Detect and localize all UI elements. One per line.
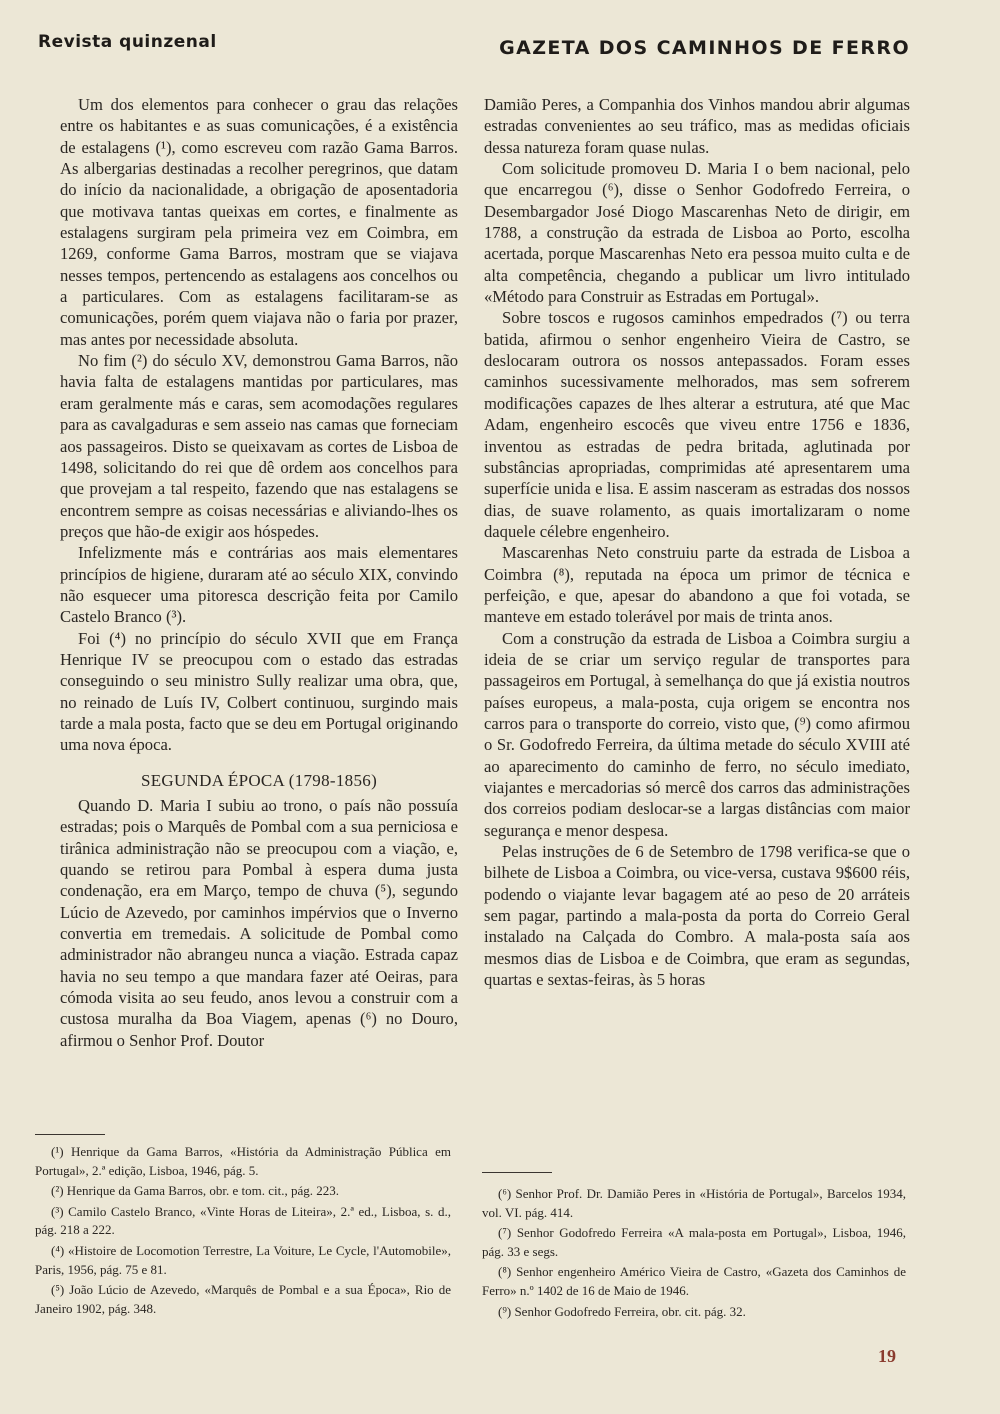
left-column — [60, 94, 458, 1051]
footnote: (⁶) Senhor Prof. Dr. Damião Peres in «História de Portugal», Barcelos 1934, vol. VI. pág. 414. — [482, 1186, 906, 1220]
section-heading: SEGUNDA ÉPOCA (1798-1856) — [140, 770, 378, 790]
paragraph: Damião Peres, a Companhia dos Vinhos mandou abrir algumas estradas convenientes ao seu tráfico, mas as medidas oficiais dessa natureza foram quase nulas. — [484, 95, 910, 157]
footnote: (²) Henrique da Gama Barros, obr. e tom. cit., pág. 223. — [51, 1183, 340, 1199]
paragraph: Infelizmente más e contrárias aos mais elementares princípios de higiene, duraram até ao século XIX, convindo não esquecer uma pitoresca descrição feita por Camilo Castelo Branco (³). — [60, 543, 458, 627]
footnote-divider — [35, 1134, 105, 1135]
paragraph: Pelas instruções de 6 de Setembro de 1798 verifica-se que o bilhete de Lisboa a Coimbra, ou vice-versa, custava 9$600 réis, podendo o viajante levar bagagem até ao peso de 20 arráteis sem pagar, partindo a mala-posta da porta do Correio Geral instalado na Calçada do Combro. A mala-posta saía aos mesmos dias de Lisboa e de Coimbra, que eram as segundas, quartas e sextas-feiras, às 5 horas — [484, 842, 910, 990]
footnote-divider — [482, 1172, 552, 1173]
paragraph: Mascarenhas Neto construiu parte da estrada de Lisboa a Coimbra (⁸), reputada na época um primor de técnica e perfeição, e que, apesar do abandono a que foi votada, se manteve em estado tolerável por mais de trinta anos. — [484, 543, 910, 627]
footnote: (⁴) «Histoire de Locomotion Terrestre, La Voiture, Le Cycle, l'Automobile», Paris, 1956, pág. 75 e 81. — [35, 1242, 451, 1277]
footnote: (⁵) João Lúcio de Azevedo, «Marquês de Pombal e a sua Época», Rio de Janeiro 1902, pág. 348. — [35, 1282, 451, 1316]
paragraph: Um dos elementos para conhecer o grau das relações entre os habitantes e as suas comunicações, é a existência de estalagens (¹), como escreveu com razão Gama Barros. As albergarias destinadas a recolher peregrinos, que datam do início da nacionalidade, a obrigação de aposentadoria que motivava tantas queixas em cortes, e finalmente as estalagens surgiram pela primeira vez em Coimbra, em 1269, conforme Gama Barros, mostram que se viajava nesses tempos, pertencendo as estalagens aos concelhos ou a particulares. Com as estalagens facilitaram-se as comunicações, porém quem viajava não o faria por prazer, mas antes por necessidade absoluta. — [60, 95, 458, 349]
footnotes-right — [482, 1185, 906, 1323]
footnotes-left — [35, 1143, 451, 1320]
paragraph: Quando D. Maria I subiu ao trono, o país não possuía estradas; pois o Marquês de Pombal com a sua perniciosa e tirânica administração não se preocupou com a viação, e, quando se retirou para Pombal à espera duma justa condenação, era em Março, tempo de chuva (⁵), segundo Lúcio de Azevedo, por caminhos impérvios que o Inverno convertia em tremedais. A solicitude de Pombal como administrador não abrangeu nunca a viação. Estrada capaz havia no seu tempo a que mandara fazer até Oeiras, para cómoda visita ao seu feudo, anos levou a construir com a custosa muralha da Boa Viagem, apenas (⁶) no Douro, afirmou o Senhor Prof. Doutor — [60, 796, 458, 1050]
footnote: (⁷) Senhor Godofredo Ferreira «A mala-posta em Portugal», Lisboa, 1946, pág. 33 e segs. — [482, 1225, 906, 1259]
right-column — [484, 94, 910, 990]
footnote: (⁸) Senhor engenheiro Américo Vieira de Castro, «Gazeta dos Caminhos de Ferro» n.º 1402 de 16 de Maio de 1946. — [482, 1264, 906, 1298]
paragraph: Sobre toscos e rugosos caminhos empedrados (⁷) ou terra batida, afirmou o senhor engenheiro Vieira de Castro, se deslocaram outrora os nossos antepassados. Foram esses caminhos sucessivamente melhorados, mas sem sofrerem modificações capazes de lhes alterar a estrutura, até que Mac Adam, engenheiro escocês que viveu entre 1756 e 1836, inventou as estradas de pedra britada, aglutinada por substâncias apropriadas, comprimidas até apresentarem uma superfície unida e lisa. E assim nasceram as estradas dos nossos dias, de suave rolamento, as quais imortalizaram o nome daquele célebre engenheiro. — [484, 308, 910, 541]
header-magazine-title: GAZETA DOS CAMINHOS DE FERRO — [499, 37, 910, 59]
paragraph: Com solicitude promoveu D. Maria I o bem nacional, pelo que encarregou (⁶), disse o Senhor Godofredo Ferreira, o Desembargador José Diogo Mascarenhas Neto de dirigir, em 1788, a construção da estrada de Lisboa ao Porto, escolha acertada, porque Mascarenhas Neto era pessoa muito culta e de alta competência, chegando a publicar um livro intitulado «Método para Construir as Estradas em Portugal». — [484, 159, 910, 307]
paragraph: Com a construção da estrada de Lisboa a Coimbra surgiu a ideia de se criar um serviço regular de transportes para passageiros em Portugal, à semelhança do que já existia noutros países europeus, a mala-posta, cuja origem se encontra nos carros para o transporte do correio, visto que, (⁹) como afirmou o Sr. Godofredo Ferreira, da última metade do século XVIII até ao aparecimento do caminho de ferro, no século imediato, viajantes e mercadorias só mercê dos carros das administrações dos correios podiam deslocar-se a largas distâncias com maior segurança e menor despesa. — [484, 628, 910, 840]
paragraph: No fim (²) do século XV, demonstrou Gama Barros, não havia falta de estalagens mantidas por particulares, mas eram geralmente más e caras, sem acomodações regulares para as cavalgaduras e sem asseio nas camas que forneciam aos passageiros. Disto se queixavam as cortes de Lisboa de 1498, solicitando do rei que dê ordem aos concelhos para que provejam a tal respeito, fazendo que nas estalagens se encontrem sempre as coisas necessárias e aliviando-lhes os preços que hão-de exigir aos hóspedes. — [60, 351, 458, 541]
footnote: (⁹) Senhor Godofredo Ferreira, obr. cit. pág. 32. — [498, 1303, 746, 1319]
header-publication-frequency: Revista quinzenal — [38, 32, 217, 52]
footnote: (¹) Henrique da Gama Barros, «História da Administração Pública em Portugal», 2.ª edição, Lisboa, 1946, pág. 5. — [35, 1144, 451, 1178]
paragraph: Foi (⁴) no princípio do século XVII que em França Henrique IV se preocupou com o estado das estradas conseguindo o seu ministro Sully realizar uma obra, que, no reinado de Luís IV, Colbert continuou, surgindo mais tarde a mala posta, facto que se deu em Portugal originando uma nova época. — [60, 628, 458, 755]
page-number: 19 — [878, 1346, 896, 1366]
footnote: (³) Camilo Castelo Branco, «Vinte Horas de Liteira», 2.ª ed., Lisboa, s. d., pág. 218 a 222. — [35, 1203, 451, 1238]
